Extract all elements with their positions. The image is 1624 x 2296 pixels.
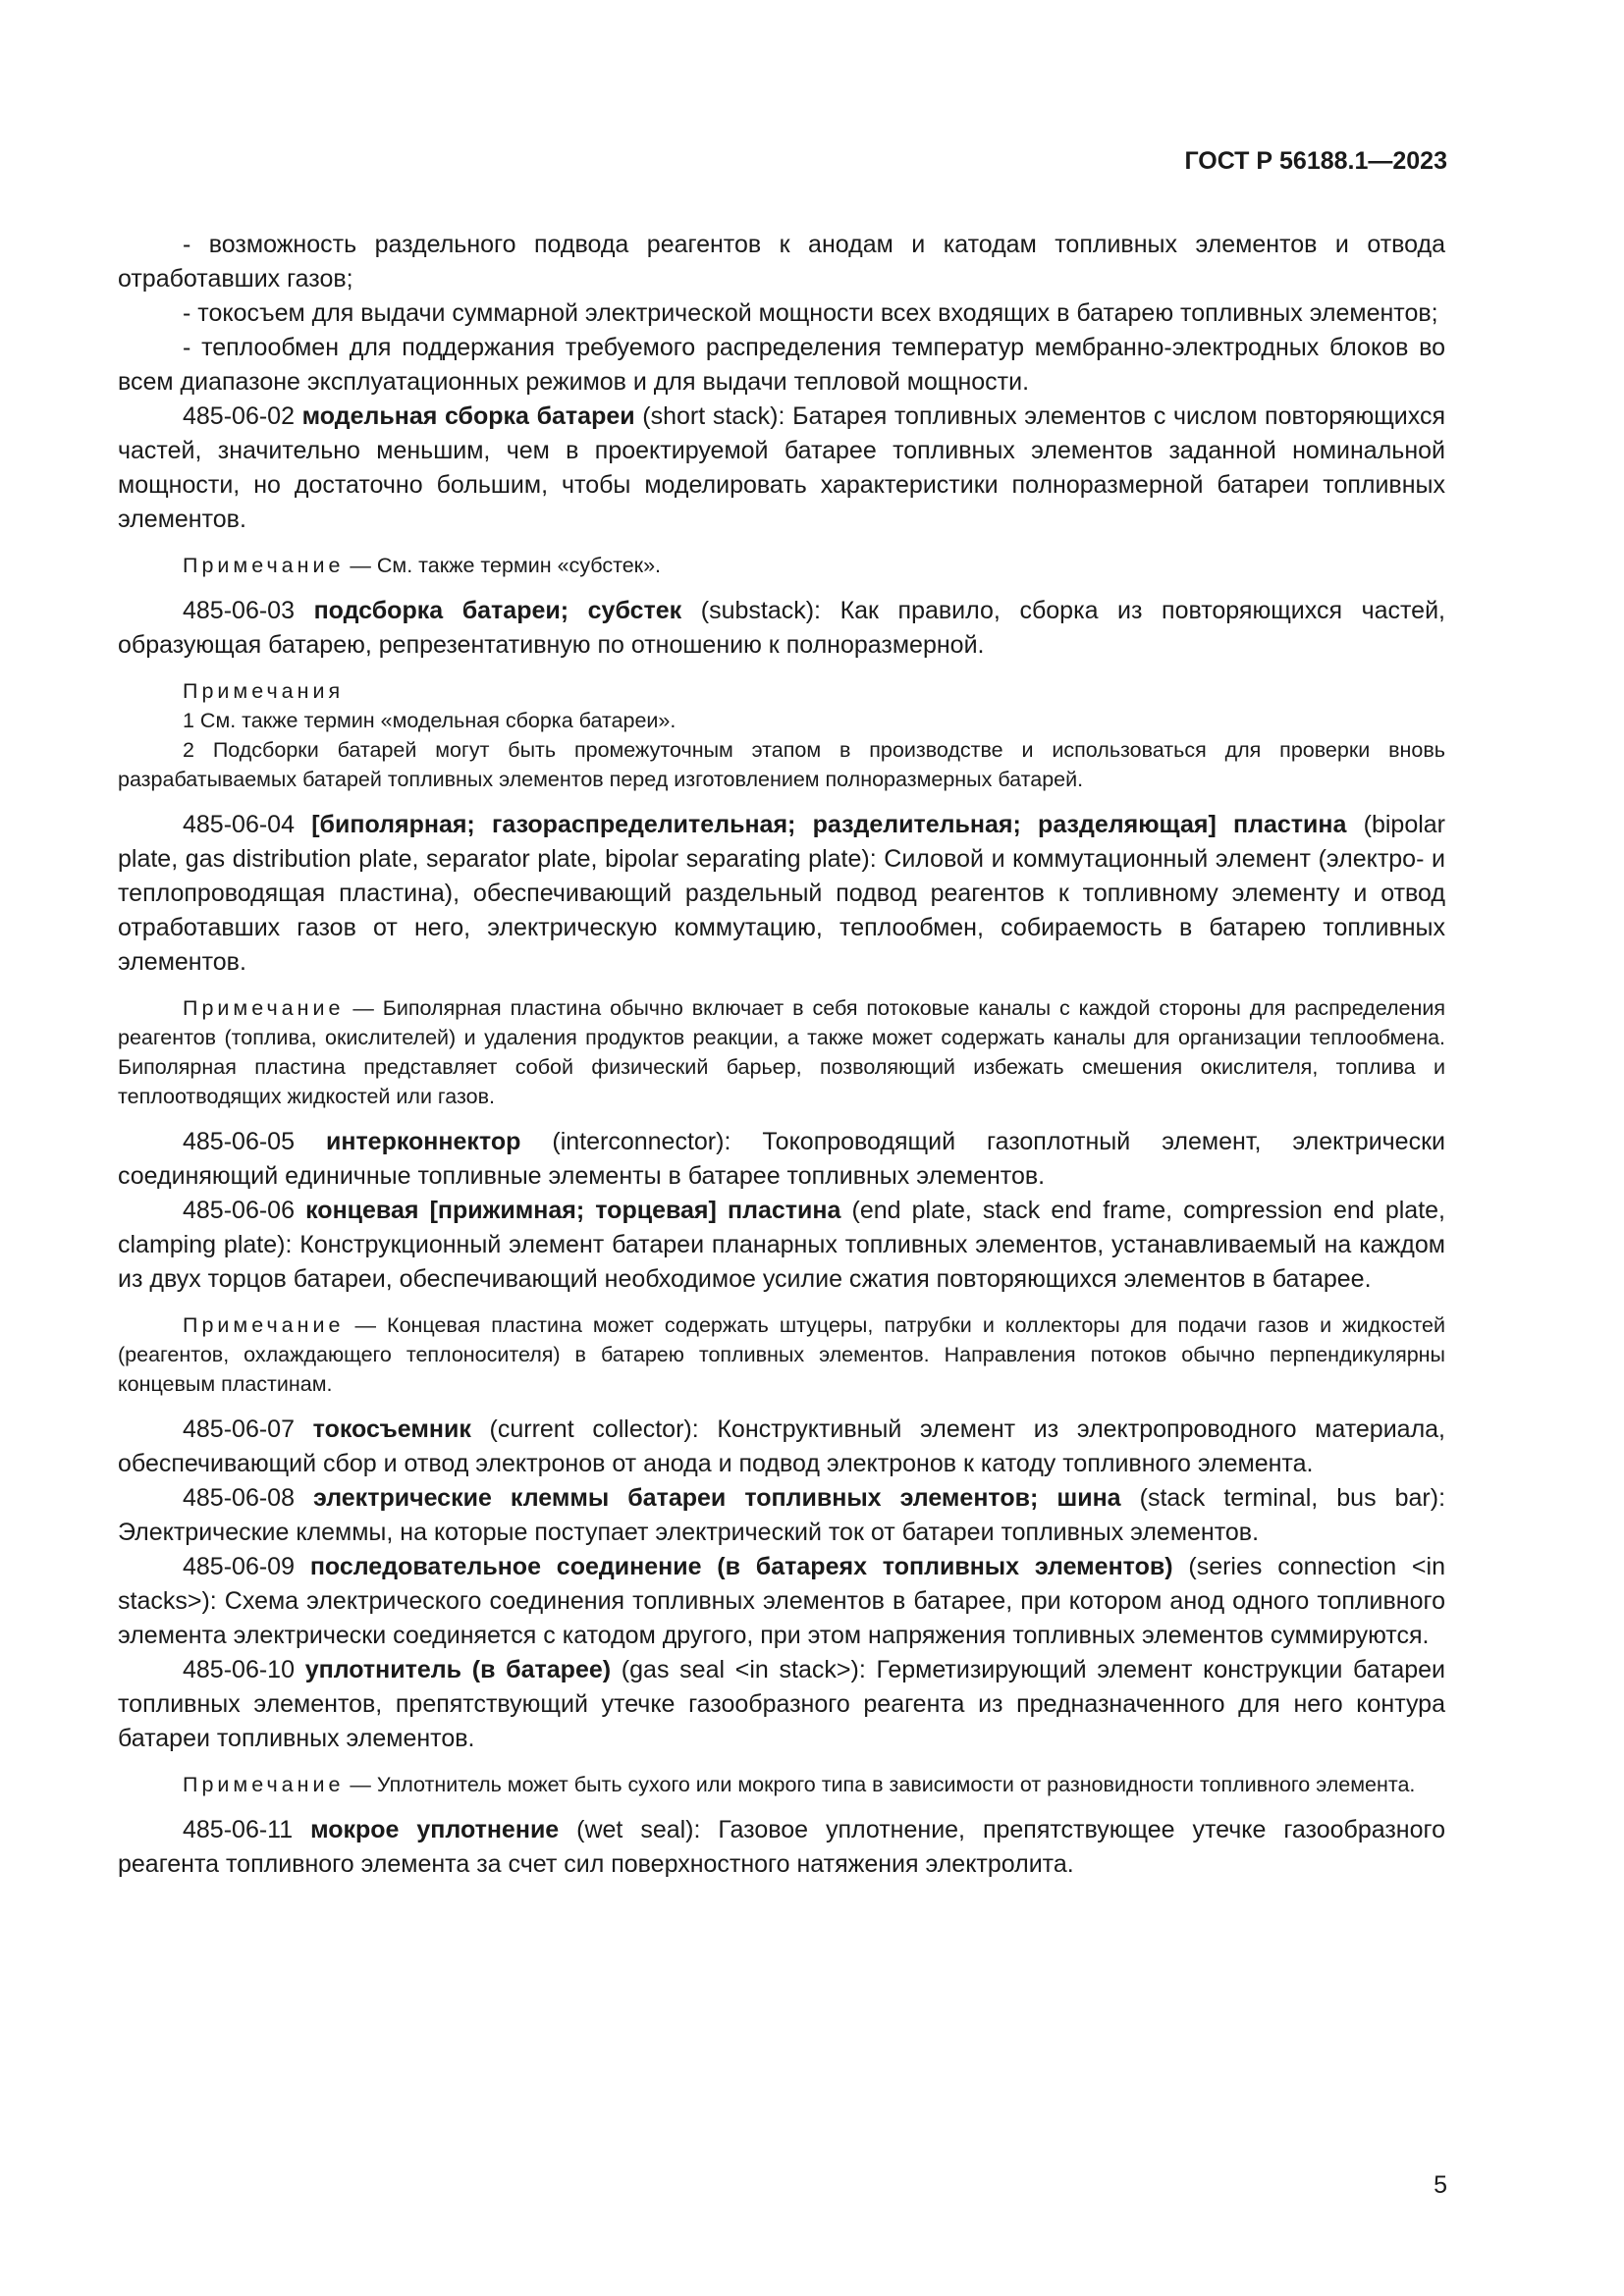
term-definition: (gas seal <in stack>): Герметизирующий элемент конструкции батареи топливных элементов, препятствующий утечке газообразного реагента из предназначенного для него контура батареи топливных элементов. bbox=[118, 1656, 1445, 1752]
term-entry bbox=[118, 808, 1445, 980]
term-number: 485-06-07 bbox=[183, 1415, 295, 1443]
notes-heading bbox=[118, 676, 1445, 706]
document-body bbox=[118, 228, 1445, 1882]
term-entry bbox=[118, 1813, 1445, 1882]
term-name: уплотнитель (в батарее) bbox=[304, 1656, 612, 1683]
note-text: — Биполярная пластина обычно включает в себя потоковые каналы с каждой стороны для распределения реагентов (топлива, окислителей) и удаления продуктов реакции, а также может содержать каналы для организации теплообмена. Биполярная пластина представляет собой физический барьер, позволяющий избежать смешения окислителя, топлива и теплоотводящих жидкостей или газов. bbox=[118, 996, 1445, 1108]
term-number: 485-06-06 bbox=[183, 1197, 295, 1224]
term-number: 485-06-08 bbox=[183, 1484, 295, 1512]
term-definition: (interconnector): Токопроводящий газоплотный элемент, электрически соединяющий единичные топливные элементы в батарее топливных элементов. bbox=[118, 1128, 1445, 1190]
term-number: 485-06-10 bbox=[183, 1656, 295, 1683]
note-label: Примечание bbox=[183, 1773, 345, 1796]
term-entry bbox=[118, 1550, 1445, 1653]
term-name: модельная сборка батареи bbox=[301, 402, 635, 430]
term-number: 485-06-04 bbox=[183, 811, 295, 838]
note-label: Примечание bbox=[183, 996, 345, 1020]
note bbox=[118, 1310, 1445, 1399]
term-definition: (short stack): Батарея топливных элементов с числом повторяющихся частей, значительно меньшим, чем в проектируемой батарее топливных элементов заданной номинальной мощности, но достаточно большим, чтобы моделировать характеристики полноразмерной батареи топливных элементов. bbox=[118, 402, 1445, 533]
note-label: Примечание bbox=[183, 1313, 345, 1337]
term-number: 485-06-05 bbox=[183, 1128, 295, 1155]
intro-item: - возможность раздельного подвода реагентов к анодам и катодам топливных элементов и отвода отработавших газов; bbox=[118, 231, 1445, 293]
intro-item: - теплообмен для поддержания требуемого распределения температур мембранно-электродных блоков во всем диапазоне эксплуатационных режимов и для выдачи тепловой мощности. bbox=[118, 334, 1445, 396]
term-entry bbox=[118, 1194, 1445, 1297]
term-name: мокрое уплотнение bbox=[310, 1816, 560, 1843]
term-definition: (bipolar plate, gas distribution plate, separator plate, bipolar separating plate): Силовой и коммутационный элемент (электро- и теплопроводящая пластина), обеспечивающий раздельный подвод реагентов к топливному элементу и отвод отработавших газов от него, электрическую коммутацию, теплообмен, собираемость в батарею топливных элементов. bbox=[118, 811, 1446, 976]
term-number: 485-06-02 bbox=[183, 402, 295, 430]
term-entry bbox=[118, 1481, 1445, 1550]
term-number: 485-06-03 bbox=[183, 597, 295, 624]
intro-item: - токосъем для выдачи суммарной электрической мощности всех входящих в батарею топливных элементов; bbox=[183, 299, 1438, 327]
term-entry bbox=[118, 400, 1445, 537]
term-entry bbox=[118, 1413, 1445, 1481]
term-name: концевая [прижимная; торцевая] пластина bbox=[305, 1197, 841, 1224]
note bbox=[118, 551, 1445, 580]
term-name: последовательное соединение (в батареях топливных элементов) bbox=[309, 1553, 1173, 1580]
term-definition: (current collector): Конструктивный элемент из электропроводного материала, обеспечивающий сбор и отвод электронов от анода и подвод электронов к катоду топливного элемента. bbox=[118, 1415, 1446, 1477]
term-definition: (wet seal): Газовое уплотнение, препятствующее утечке газообразного реагента топливного элемента за счет сил поверхностного натяжения электролита. bbox=[118, 1816, 1445, 1878]
term-name: подсборка батареи; субстек bbox=[313, 597, 682, 624]
term-name: интерконнектор bbox=[325, 1128, 521, 1155]
term-entry bbox=[118, 594, 1445, 663]
term-definition: (substack): Как правило, сборка из повторяющихся частей, образующая батарею, репрезентативную по отношению к полноразмерной. bbox=[118, 597, 1445, 659]
term-entry bbox=[118, 1125, 1445, 1194]
note-line: 2 Подсборки батарей могут быть промежуточным этапом в производстве и использоваться для проверки вновь разрабатываемых батарей топливных элементов перед изготовлением полноразмерных батарей. bbox=[118, 738, 1445, 791]
standard-header: ГОСТ Р 56188.1—2023 bbox=[1184, 147, 1447, 175]
page-number: 5 bbox=[1434, 2171, 1447, 2199]
term-name: электрические клеммы батареи топливных элементов; шина bbox=[313, 1484, 1121, 1512]
term-definition: (end plate, stack end frame, compression end plate, clamping plate): Конструкционный элемент батареи планарных топливных элементов, устанавливаемый на каждом из двух торцов батареи, обеспечивающий необходимое усилие сжатия повторяющихся элементов в батарее. bbox=[118, 1197, 1445, 1293]
term-definition: (stack terminal, bus bar): Электрические клеммы, на которые поступает электрический ток от батареи топливных элементов. bbox=[118, 1484, 1446, 1546]
note-text: — Концевая пластина может содержать штуцеры, патрубки и коллекторы для подачи газов и жидкостей (реагентов, охлаждающего теплоносителя) в батарею топливных элементов. Направления потоков обычно перпендикулярны концевым пластинам. bbox=[118, 1313, 1445, 1396]
term-number: 485-06-11 bbox=[183, 1816, 294, 1843]
term-definition: (series connection <in stacks>): Схема электрического соединения топливных элементов в батарее, при котором анод одного топливного элемента электрически соединяется с катодом другого, при этом напряжения топливных элементов суммируются. bbox=[118, 1553, 1445, 1649]
note-label: Примечание bbox=[183, 554, 345, 577]
notes-block bbox=[118, 676, 1445, 794]
note-text: — Уплотнитель может быть сухого или мокрого типа в зависимости от разновидности топливного элемента. bbox=[344, 1773, 1416, 1796]
term-number: 485-06-09 bbox=[183, 1553, 295, 1580]
note bbox=[118, 1770, 1445, 1799]
term-name: [биполярная; газораспределительная; разделительная; разделяющая] пластина bbox=[311, 811, 1347, 838]
note bbox=[118, 993, 1445, 1111]
term-entry bbox=[118, 1653, 1445, 1756]
note-line: 1 См. также термин «модельная сборка батареи». bbox=[183, 709, 677, 732]
note-label: Примечания bbox=[183, 679, 345, 703]
note-text: — См. также термин «субстек». bbox=[344, 554, 662, 577]
term-name: токосъемник bbox=[312, 1415, 471, 1443]
